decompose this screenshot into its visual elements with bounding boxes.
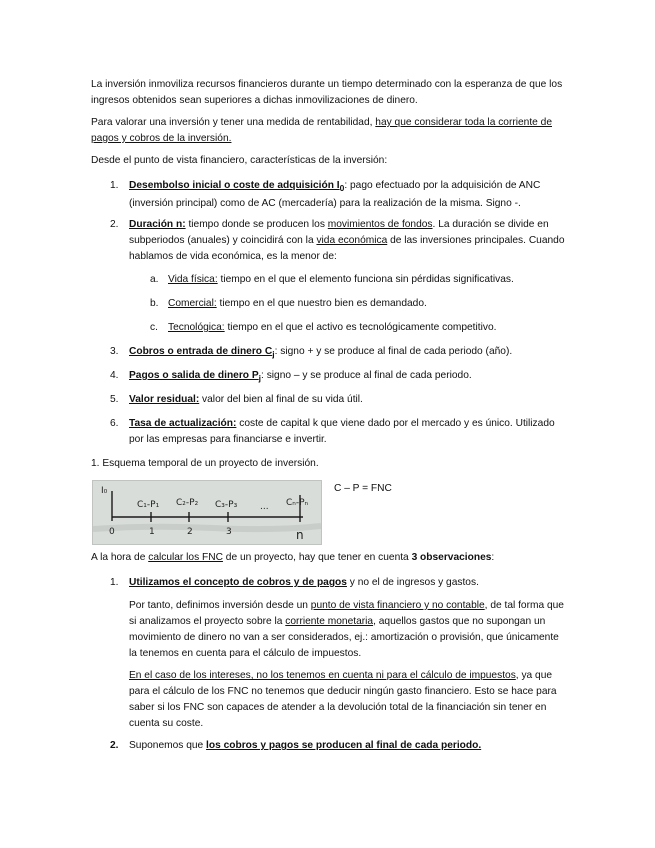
sketch-label-i0: I₀: [101, 486, 108, 496]
list-item-cobros: 3. Cobros o entrada de dinero $C_j$: signo + y se produce al final de cada periodo (año).: [110, 346, 513, 360]
sketch-label-cnpn: Cₙ-Pₙ: [286, 498, 309, 508]
sketch-num-0: 0: [109, 527, 115, 537]
sketch-label-c1p1: C₁-P₁: [137, 500, 160, 510]
list-item-duracion: 2. Duración n: tiempo donde se producen los movimientos de fondos. La duración se divide en subperiodos (anuales) y coincidirá con la vida económica de las inversiones principales. Cuando hablamos de vida económica, es la menor de:: [110, 219, 565, 262]
intro-paragraph-1: La inversión inmoviliza recursos financieros durante un tiempo determinado con la esperanza de que los ingresos obtenidos sean superiores a dichas inmovilizaciones de dinero.: [91, 79, 563, 106]
vida-item-fisica: a. Vida física: tiempo en el que el elemento funciona sin pérdidas significativas.: [150, 274, 514, 285]
observation-1: 1. Utilizamos el concepto de cobros y de pagos y no el de ingresos y gastos.: [110, 577, 479, 588]
esquema-title: 1. Esquema temporal de un proyecto de inversión.: [91, 458, 319, 469]
intro-paragraph-3: Desde el punto de vista financiero, características de la inversión:: [91, 155, 388, 166]
sketch-num-2: 2: [187, 527, 193, 537]
intro-paragraph-2: Para valorar una inversión y tener una medida de rentabilidad, hay que considerar toda la corriente de pagos y cobros de la inversión.: [91, 117, 552, 144]
sketch-label-c2p2: C₂-P₂: [176, 498, 199, 508]
list-item-tasa: 6. Tasa de actualización: coste de capital k que viene dado por el mercado y es único. Utilizado por las empresas para financiarse e invertir.: [110, 418, 555, 445]
fnc-lead-paragraph: A la hora de calcular los FNC de un proyecto, hay que tener en cuenta 3 observaciones:: [91, 552, 495, 563]
sketch-num-1: 1: [149, 527, 155, 537]
vida-item-tecnologica: c. Tecnológica: tiempo en el que el activo es tecnológicamente competitivo.: [150, 322, 497, 333]
list-item-valor-residual: 5. Valor residual: valor del bien al final de su vida útil.: [110, 394, 363, 405]
list-item-pagos: 4. Pagos o salida de dinero $P_j$: signo – y se produce al final de cada periodo.: [110, 370, 472, 384]
observation-1-paragraph-2: En el caso de los intereses, no los tenemos en cuenta ni para el cálculo de impuestos, ya que para el cálculo de los FNC no tenemos que deducir ningún gasto financiero. Esto se hace para saber si los FNC son capaces de atender a la devolución total de la financiación sin tener en cuenta su coste.: [129, 670, 557, 729]
observation-2: 2. Suponemos que los cobros y pagos se producen al final de cada periodo.: [110, 740, 482, 751]
fnc-equation: C – P = FNC: [334, 483, 392, 494]
timeline-sketch-image: [92, 480, 322, 545]
sketch-num-3: 3: [226, 527, 232, 537]
sketch-label-c3p3: C₃-P₃: [215, 500, 238, 510]
observation-1-paragraph-1: Por tanto, definimos inversión desde un punto de vista financiero y no contable, de tal forma que si analizamos el proyecto sobre la corriente monetaria, aquellos gastos que no supongan un movimiento de dinero no van a ser considerados, ej.: amortización o provisión, que únicamente la tenemos en cuenta para el cálculo de impuestos.: [129, 600, 564, 659]
vida-item-comercial: b. Comercial: tiempo en el que nuestro bien es demandado.: [150, 298, 427, 309]
list-item-desembolso: 1. Desembolso inicial o coste de adquisición $I_0$: pago efectuado por la adquisición de ANC (inversión principal) como de AC (mercadería) para la realización de la misma. Signo -.: [110, 180, 541, 210]
sketch-label-dots: ...: [260, 502, 269, 512]
sketch-num-n: n: [296, 528, 304, 542]
